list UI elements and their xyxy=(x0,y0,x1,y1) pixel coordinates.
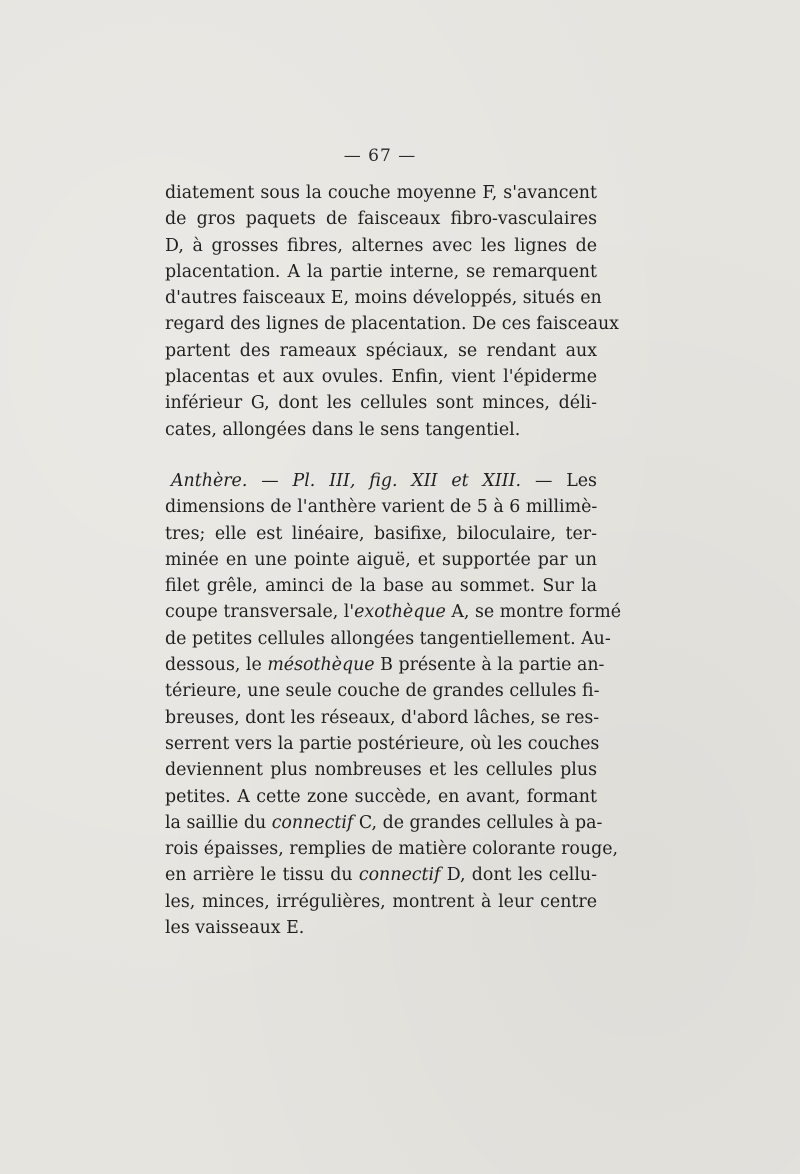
term-exotheque: exothèque xyxy=(354,602,446,623)
text-fragment: coupe transversale, l' xyxy=(165,602,355,623)
text-line-mesotheque xyxy=(165,652,605,678)
term-mesotheque: mésothèque xyxy=(267,655,375,676)
section-heading-line xyxy=(165,468,597,494)
heading-dash-text: — Les xyxy=(521,471,597,491)
text-line: tres; elle est linéaire, basifixe, biloculaire, ter- xyxy=(165,523,597,544)
text-line: de petites cellules allongées tangentiellement. Au- xyxy=(165,628,611,649)
text-line: partent des rameaux spéciaux, se rendant aux xyxy=(165,340,597,361)
text-line: petites. A cette zone succède, en avant, formant xyxy=(165,786,597,807)
text-line: D, à grosses fibres, alternes avec les lignes de xyxy=(165,235,597,256)
text-line: filet grêle, aminci de la base au sommet. Sur la xyxy=(165,576,597,597)
text-line: breuses, dont les réseaux, d'abord lâches, se res- xyxy=(165,707,600,728)
text-line: térieure, une seule couche de grandes cellules fi- xyxy=(165,681,600,702)
text-fragment: la saillie du xyxy=(165,812,272,833)
text-line: inférieur G, dont les cellules sont minces, déli- xyxy=(165,393,597,414)
text-fragment: D, dont les cellu- xyxy=(440,865,597,886)
page-number: — 67 — xyxy=(343,146,417,166)
text-line: placentas et aux ovules. Enfin, vient l'épiderme xyxy=(165,367,597,388)
text-line: diatement sous la couche moyenne F, s'avancent xyxy=(165,183,597,203)
text-fragment: C, de grandes cellules à pa- xyxy=(353,812,603,833)
text-line: d'autres faisceaux E, moins développés, situés en xyxy=(165,288,602,309)
text-fragment: en arrière le tissu du xyxy=(165,865,359,886)
paragraph-placentation xyxy=(165,180,619,443)
text-line: rois épaisses, remplies de matière colorante rouge, xyxy=(165,839,619,860)
text-line: les vaisseaux E. xyxy=(165,918,305,939)
text-line: serrent vers la partie postérieure, où les couches xyxy=(165,733,600,754)
text-fragment: dessous, le xyxy=(165,655,268,676)
text-line: minée en une pointe aiguë, et supportée par un xyxy=(165,549,597,570)
text-fragment: A, se montre formé xyxy=(445,602,621,623)
text-line: placentation. A la partie interne, se remarquent xyxy=(165,261,597,282)
paragraph-anthere xyxy=(165,468,621,941)
text-line: dimensions de l'anthère varient de 5 à 6 millimè- xyxy=(165,497,598,518)
text-line: regard des lignes de placentation. De ces faisceaux xyxy=(165,314,619,335)
term-connectif: connectif xyxy=(358,865,441,886)
text-line-exotheque xyxy=(165,599,621,625)
text-line: cates, allongées dans le sens tangentiel. xyxy=(165,419,521,440)
text-line: les, minces, irrégulières, montrent à leur centre xyxy=(165,891,597,912)
text-line-connectif-d xyxy=(165,862,597,888)
text-fragment: B présente à la partie an- xyxy=(374,655,605,676)
text-line: de gros paquets de faisceaux fibro-vasculaires xyxy=(165,209,597,230)
text-line-connectif-c xyxy=(165,810,603,836)
section-heading: Anthère. — Pl. III, fig. XII et XIII. xyxy=(171,471,522,491)
text-line: deviennent plus nombreuses et les cellules plus xyxy=(165,760,597,781)
term-connectif: connectif xyxy=(271,812,354,833)
